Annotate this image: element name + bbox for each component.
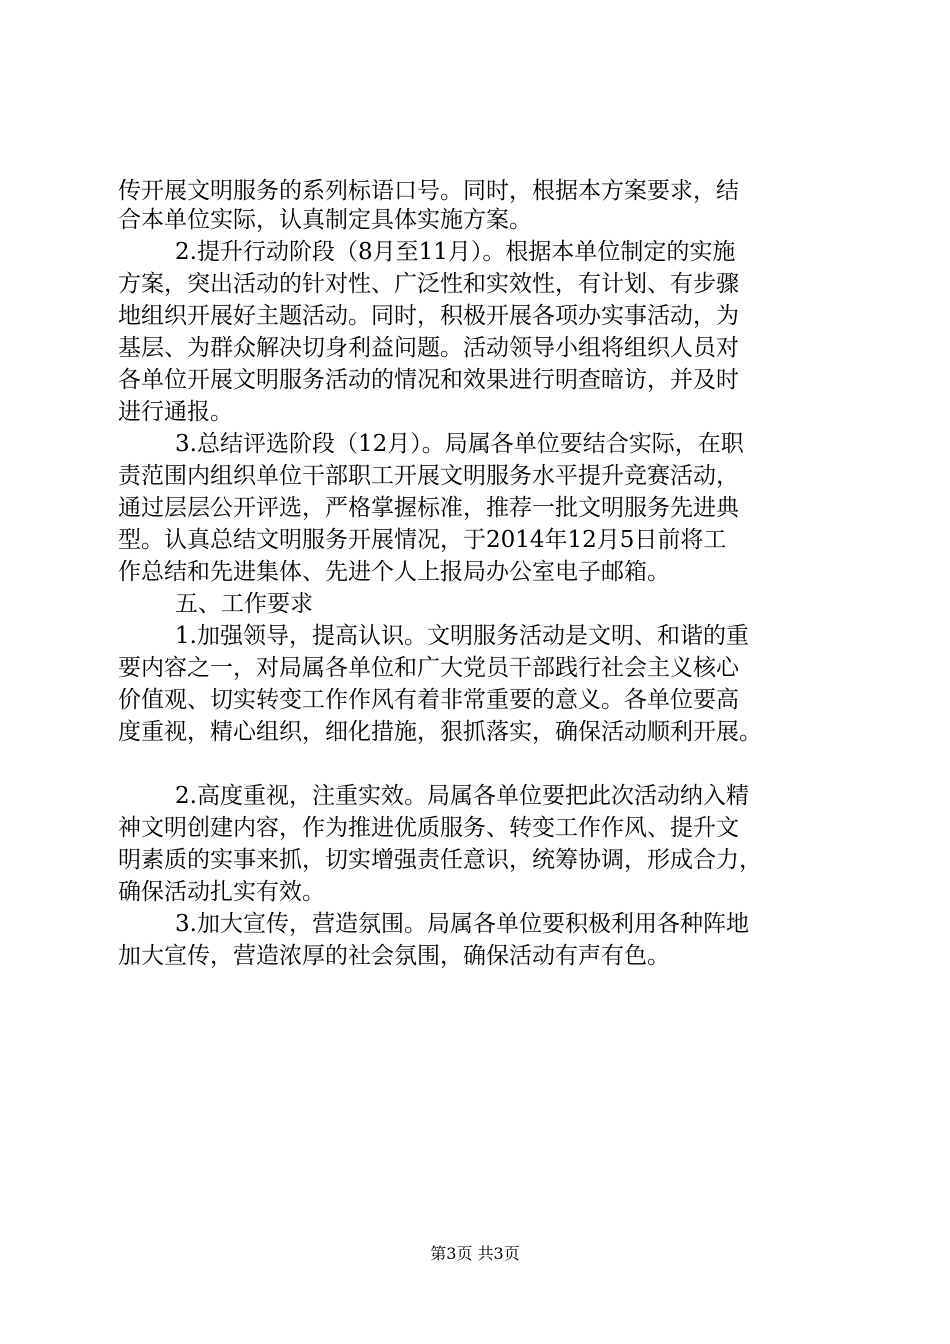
text-line: 基层、为群众解决切身利益问题。活动领导小组将组织人员对 (118, 335, 739, 361)
text-line: 型。认真总结文明服务开展情况，于2014年12月5日前将工 (118, 527, 727, 553)
text-line: 1.加强领导，提高认识。文明服务活动是文明、和谐的重 (175, 623, 749, 649)
text-line: 进行通报。 (118, 399, 233, 425)
page-number: 第3页 共3页 (430, 1244, 520, 1263)
text-line: 加大宣传，营造浓厚的社会氛围，确保活动有声有色。 (118, 943, 670, 969)
text-line: 神文明创建内容，作为推进优质服务、转变工作作风、提升文 (118, 815, 739, 841)
section-heading: 五、工作要求 (175, 591, 313, 617)
text-line: 各单位开展文明服务活动的情况和效果进行明查暗访，并及时 (118, 367, 739, 393)
text-line: 要内容之一，对局属各单位和广大党员干部践行社会主义核心 (118, 655, 739, 681)
text-line: 价值观、切实转变工作作风有着非常重要的意义。各单位要高 (118, 687, 739, 713)
text-line: 传开展文明服务的系列标语口号。同时，根据本方案要求，结 (118, 178, 739, 204)
text-line: 3.加大宣传，营造氛围。局属各单位要积极利用各种阵地 (175, 911, 749, 937)
text-line: 责范围内组织单位干部职工开展文明服务水平提升竞赛活动， (118, 463, 739, 489)
text-line: 明素质的实事来抓，切实增强责任意识，统筹协调，形成合力， (118, 847, 762, 873)
text-line: 度重视，精心组织，细化措施，狠抓落实，确保活动顺利开展。 (118, 719, 762, 745)
text-line: 确保活动扎实有效。 (118, 879, 325, 905)
text-line: 作总结和先进集体、先进个人上报局办公室电子邮箱。 (118, 559, 670, 585)
text-line: 方案，突出活动的针对性、广泛性和实效性，有计划、有步骤 (118, 271, 739, 297)
text-line: 通过层层公开评选，严格掌握标准，推荐一批文明服务先进典 (118, 495, 739, 521)
text-line: 合本单位实际，认真制定具体实施方案。 (118, 207, 532, 233)
text-line: 地组织开展好主题活动。同时，积极开展各项办实事活动，为 (118, 303, 739, 329)
text-line: 2.高度重视，注重实效。局属各单位要把此次活动纳入精 (175, 783, 749, 809)
text-line: 3.总结评选阶段（12月）。局属各单位要结合实际，在职 (175, 431, 744, 457)
text-line: 2.提升行动阶段（8月至11月）。根据本单位制定的实施 (175, 239, 736, 265)
